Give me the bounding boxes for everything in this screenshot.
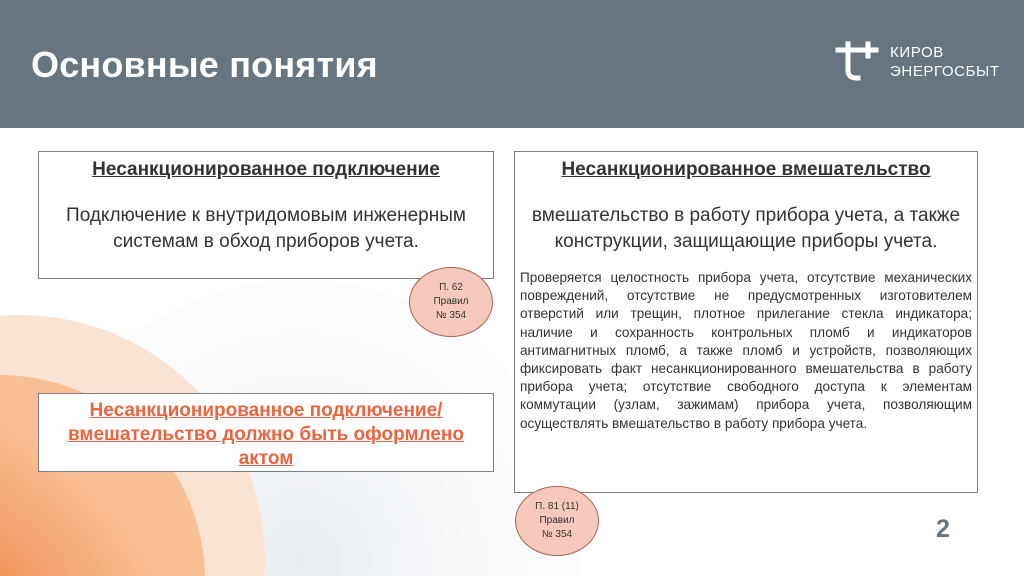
unauthorized-connection-title: Несанкционированное подключение [92, 159, 440, 180]
unauthorized-connection-text: Подключение к внутридомовым инженерным системам в обход приборов учета. [66, 205, 466, 252]
logo-line-2: ЭНЕРГОСБЫТ [890, 63, 1000, 80]
badge-line: П. 62 [439, 282, 463, 293]
badge-line: № 354 [541, 529, 573, 540]
unauthorized-interference-title: Несанкционированное вмешательство [561, 159, 931, 180]
page-title: Основные понятия [31, 44, 378, 85]
logo-line-1: КИРОВ [890, 44, 944, 61]
company-logo [834, 40, 1000, 84]
rule-reference-badge [515, 486, 599, 556]
rule-reference-badge [409, 267, 493, 337]
act-requirement-text: Несанкционированное подключение/вмешательство должно быть оформлено актом [67, 400, 465, 469]
badge-line: Правил [539, 515, 575, 526]
badge-line: Правил [433, 296, 469, 307]
logo-text [890, 43, 1000, 81]
unauthorized-interference-text: вмешательство в работу прибора учета, а также конструкции, защищающие приборы учета. [531, 205, 961, 252]
unauthorized-connection-box [38, 151, 494, 279]
inspection-details-text: Проверяется целостность прибора учета, отсутствие механических повреждений, отсутствие не предусмотренных изготовителем отверстий или трещин, плотное прилегание стекла индикатора; наличие и сохранность контрольных пломб и индикаторов антимагнитных пломб, а также пломб и устройств, позволяющих фиксировать факт несанкционированного вмешательства в работу прибора учета; отсутствие свободного доступа к элементам коммутации (узлам, зажимам) прибора учета, позволяющим осуществлять вмешательство в работу прибора учета. [520, 270, 972, 431]
unauthorized-interference-box [514, 151, 978, 493]
badge-line: П. 81 (11) [535, 501, 579, 512]
page-number: 2 [936, 515, 950, 543]
act-requirement-box [38, 393, 494, 472]
badge-line: № 354 [435, 310, 467, 321]
header-bar [0, 0, 1024, 128]
logo-icon [834, 40, 880, 84]
